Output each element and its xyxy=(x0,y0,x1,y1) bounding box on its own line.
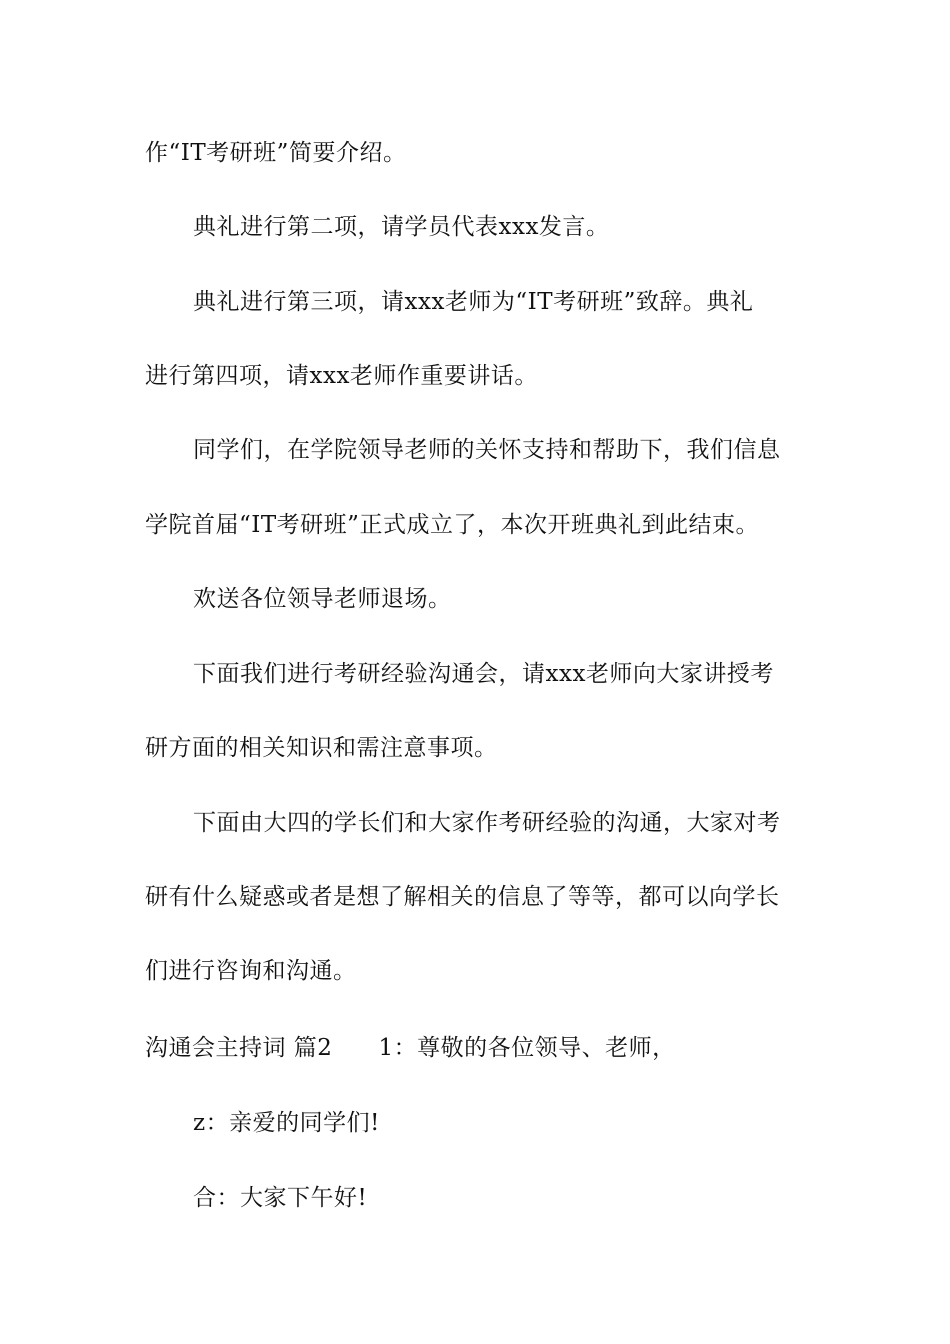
section-heading-line xyxy=(145,1033,825,1063)
paragraph-line: 合：大家下午好! xyxy=(193,1185,368,1211)
paragraph-line: 进行第四项，请xxx老师作重要讲话。 xyxy=(145,363,538,389)
paragraph-line: 们进行咨询和沟通。 xyxy=(145,958,357,984)
section-first-line: 1：尊敬的各位领导、老师， xyxy=(378,1035,676,1061)
paragraph-line: 研有什么疑惑或者是想了解相关的信息了等等，都可以向学长 xyxy=(145,884,780,910)
paragraph-line: 典礼进行第三项，请xxx老师为“IT考研班”致辞。典礼 xyxy=(193,289,754,315)
paragraph-line: 典礼进行第二项，请学员代表xxx发言。 xyxy=(193,214,610,240)
paragraph-line: 作“IT考研班”简要介绍。 xyxy=(145,140,407,166)
paragraph-line: z：亲爱的同学们! xyxy=(193,1110,380,1136)
paragraph-line: 同学们，在学院领导老师的关怀支持和帮助下，我们信息 xyxy=(193,437,781,463)
paragraph-line: 学院首届“IT考研班”正式成立了，本次开班典礼到此结束。 xyxy=(145,512,759,538)
paragraph-line: 研方面的相关知识和需注意事项。 xyxy=(145,735,498,761)
paragraph-line: 下面由大四的学长们和大家作考研经验的沟通，大家对考 xyxy=(193,810,781,836)
section-heading: 沟通会主持词 篇2 xyxy=(145,1035,333,1061)
paragraph-line: 欢送各位领导老师退场。 xyxy=(193,586,452,612)
paragraph-line: 下面我们进行考研经验沟通会，请xxx老师向大家讲授考 xyxy=(193,661,774,687)
